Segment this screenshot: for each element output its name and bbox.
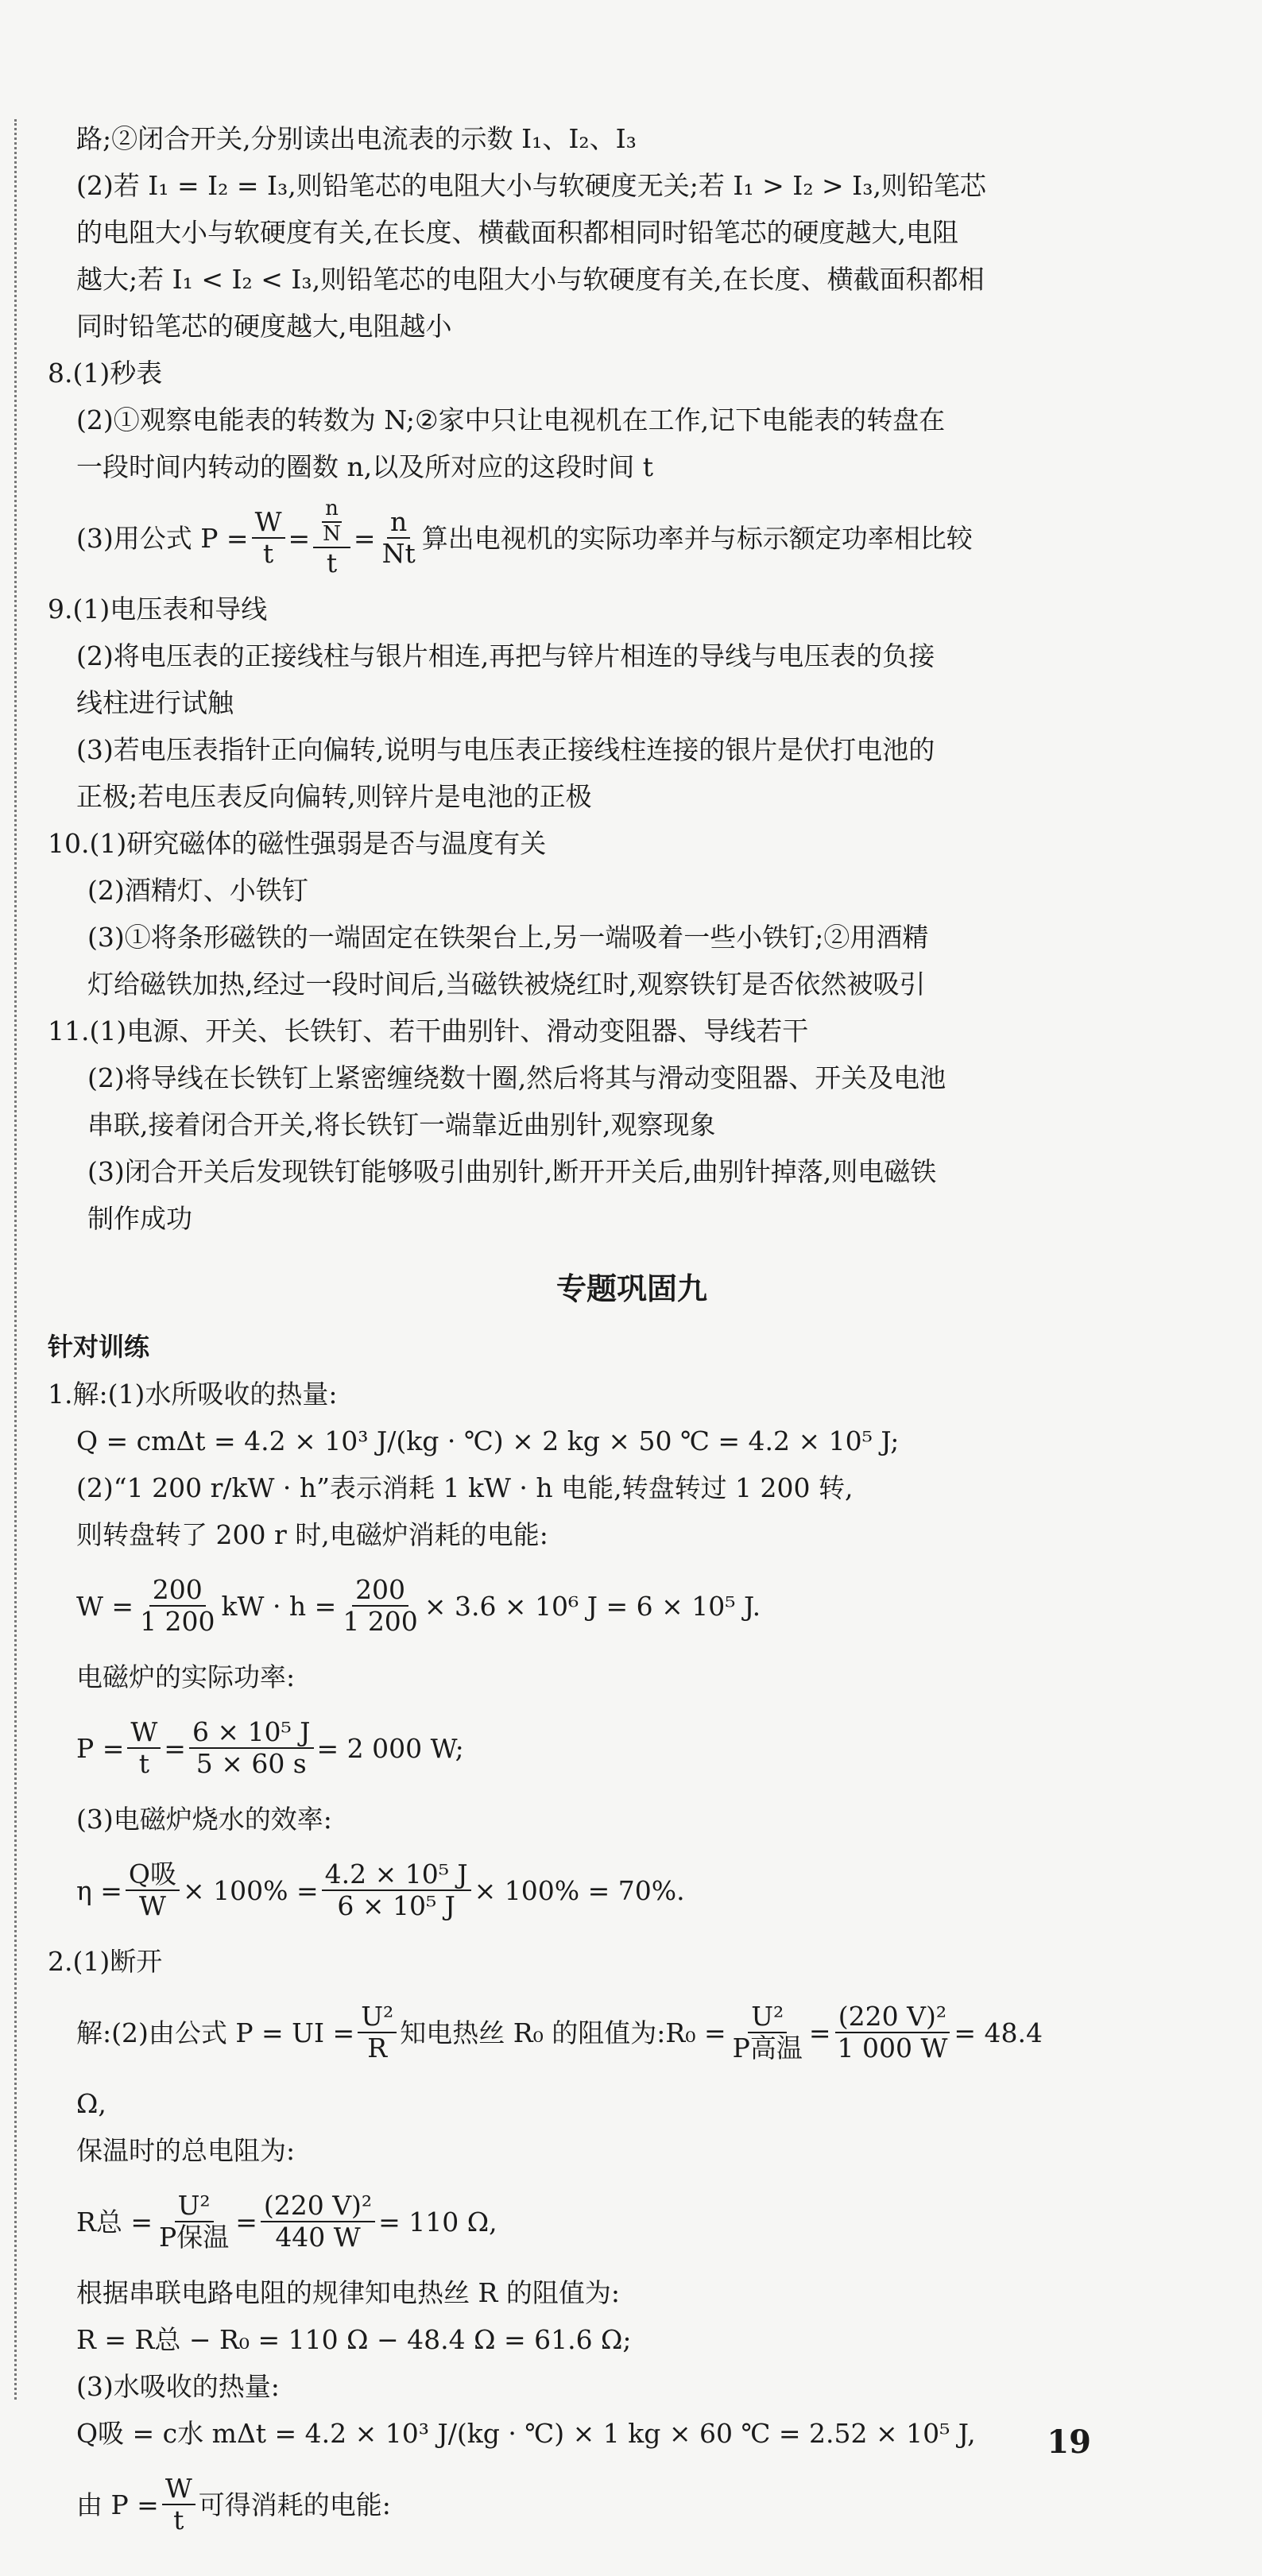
numerator: 200: [149, 1575, 206, 1607]
solution-1-intro: 1.解:(1)水所吸收的热量:: [48, 1379, 338, 1410]
formula-line-power: [48, 1700, 1216, 1796]
denominator: 6 × 10⁵ J: [337, 1890, 455, 1921]
fraction: [834, 2002, 951, 2064]
text-line: (2)若 I₁ = I₂ = I₃,则铅笔芯的电阻大小与软硬度无关;若 I₁ > I₂ > I₃,则铅笔芯: [76, 170, 986, 201]
solution-2-part-1: 2.(1)断开: [48, 1946, 163, 1977]
formula-text: η =: [76, 1874, 122, 1906]
formula-line-energy: [48, 1558, 1216, 1654]
sub-title: 针对训练: [48, 1332, 150, 1362]
text-line: (2)酒精灯、小铁钉: [87, 875, 308, 906]
fraction: [379, 507, 419, 569]
text-line: 同时铅笔芯的硬度越大,电阻越小: [76, 311, 452, 342]
denominator: t: [262, 538, 274, 569]
numerator: (220 V)²: [835, 2002, 950, 2033]
denominator: 1 200: [140, 1606, 215, 1637]
text-line: (2)将导线在长铁钉上紧密缠绕数十圈,然后将其与滑动变阻器、开关及电池: [87, 1062, 946, 1093]
numerator: (220 V)²: [261, 2191, 375, 2222]
inner-fraction: [319, 497, 344, 547]
formula-text: 算出电视机的实际功率并与标示额定功率相比较: [421, 522, 973, 554]
numerator: W: [252, 507, 285, 539]
equals-sign: =: [808, 2017, 831, 2048]
formula-text: W =: [76, 1590, 134, 1622]
formula-text: × 100% = 70%.: [474, 1874, 685, 1906]
numerator: 4.2 × 10⁵ J: [322, 1859, 471, 1891]
formula-line: R = R总 − R₀ = 110 Ω − 48.4 Ω = 61.6 Ω;: [76, 2324, 632, 2355]
numerator: n: [322, 497, 342, 523]
equals-sign: =: [353, 522, 376, 554]
equals-sign: =: [288, 522, 311, 554]
text-line: 路;②闭合开关,分别读出电流表的示数 I₁、I₂、I₃: [76, 123, 637, 154]
formula-text: 解:(2)由公式 P = UI =: [76, 2017, 355, 2048]
formula-text: R总 =: [76, 2206, 153, 2238]
text-line: 越大;若 I₁ < I₂ < I₃,则铅笔芯的电阻大小与软硬度有关,在长度、横截面积都相: [76, 264, 985, 295]
formula-text: = 110 Ω,: [378, 2206, 497, 2238]
equals-sign: =: [235, 2206, 257, 2238]
section-title: 专题巩固九: [556, 1271, 707, 1306]
formula-text: × 100% =: [182, 1874, 319, 1906]
question-8-part-1: 8.(1)秒表: [48, 358, 163, 389]
text-line: 正极;若电压表反向偏转,则锌片是电池的正极: [76, 781, 592, 812]
text-line: Ω,: [76, 2088, 106, 2119]
formula-line-resistance: [48, 1985, 1216, 2080]
question-10-part-1: 10.(1)研究磁体的磁性强弱是否与温度有关: [48, 828, 547, 859]
formula-line: Q = cmΔt = 4.2 × 10³ J/(kg · ℃) × 2 kg × 50 ℃ = 4.2 × 10⁵ J;: [76, 1425, 900, 1456]
formula-text: × 3.6 × 10⁶ J = 6 × 10⁵ J.: [424, 1590, 761, 1622]
numerator: [313, 497, 350, 548]
text-line: (3)闭合开关后发现铁钉能够吸引曲别针,断开开关后,曲别针掉落,则电磁铁: [87, 1156, 937, 1187]
answer-content: [48, 115, 1216, 2552]
text-line: (2)将电压表的正接线柱与银片相连,再把与锌片相连的导线与电压表的负接: [76, 640, 935, 671]
text-line: 灯给磁铁加热,经过一段时间后,当磁铁被烧红时,观察铁钉是否依然被吸引: [87, 969, 926, 1000]
text-line: 制作成功: [87, 1203, 192, 1234]
text-line: 保温时的总电阻为:: [76, 2135, 296, 2166]
compound-fraction: [313, 497, 350, 578]
text-line: (2)“1 200 r/kW · h”表示消耗 1 kW · h 电能,转盘转过 1 200 转,: [76, 1472, 854, 1503]
denominator: 1 000 W: [837, 2033, 948, 2064]
denominator: t: [138, 1748, 149, 1779]
question-11-part-1: 11.(1)电源、开关、长铁钉、若干曲别针、滑动变阻器、导线若干: [48, 1015, 809, 1046]
numerator: 200: [352, 1575, 408, 1607]
fraction: [126, 1859, 180, 1921]
denominator: W: [138, 1890, 166, 1921]
formula-text: = 48.4: [954, 2017, 1043, 2048]
fraction: [156, 2191, 232, 2253]
text-line: (3)若电压表指针正向偏转,说明与电压表正接线柱连接的银片是伏打电池的: [76, 734, 935, 765]
text-line: 根据串联电路电阻的规律知电热丝 R 的阻值为:: [76, 2277, 620, 2308]
text-line: (2)①观察电能表的转数为 N;②家中只让电视机在工作,记下电能表的转盘在: [76, 404, 946, 435]
formula-text: 由 P =: [76, 2489, 159, 2520]
formula-text: 可得消耗的电能:: [198, 2489, 391, 2520]
formula-text: = 2 000 W;: [316, 1732, 464, 1764]
fraction: [339, 1575, 420, 1637]
text-line: 一段时间内转动的圈数 n,以及所对应的这段时间 t: [76, 451, 653, 482]
numerator: U²: [358, 2002, 397, 2033]
denominator: N: [323, 522, 341, 547]
denominator: 1 200: [343, 1606, 418, 1637]
denominator: P保温: [159, 2222, 230, 2253]
denominator: t: [173, 2504, 184, 2535]
formula-text: 知电热丝 R₀ 的阻值为:R₀ =: [400, 2017, 726, 2048]
fraction: [358, 2002, 397, 2064]
formula-line-efficiency: [48, 1843, 1216, 1938]
text-line: 线柱进行试触: [76, 687, 234, 718]
denominator: Nt: [381, 538, 416, 569]
denominator: 5 × 60 s: [195, 1748, 307, 1779]
fraction: [137, 1575, 218, 1637]
fraction: [127, 1717, 161, 1779]
question-9-part-1: 9.(1)电压表和导线: [48, 594, 268, 625]
fraction: [189, 1717, 314, 1779]
denominator: t: [326, 547, 338, 578]
numerator: 6 × 10⁵ J: [189, 1717, 314, 1749]
formula-text: (3)用公式 P =: [76, 522, 249, 554]
page-number: 19: [1047, 2423, 1091, 2461]
numerator: Q吸: [126, 1859, 180, 1891]
text-line: (3)①将条形磁铁的一端固定在铁架台上,另一端吸着一些小铁钉;②用酒精: [87, 922, 929, 953]
text-line: 的电阻大小与软硬度有关,在长度、横截面积都相同时铅笔芯的硬度越大,电阻: [76, 217, 958, 248]
text-line: 电磁炉的实际功率:: [76, 1661, 296, 1692]
formula-line-energy-consumed: [48, 2457, 1216, 2552]
denominator: R: [367, 2033, 388, 2064]
fraction: [252, 507, 285, 569]
fraction: [162, 2474, 195, 2535]
formula-text: P =: [76, 1732, 125, 1764]
binding-dotted-line: [14, 119, 17, 2400]
numerator: U²: [748, 2002, 787, 2033]
text-line: (3)水吸收的热量:: [76, 2371, 280, 2402]
formula-line-power: [48, 490, 1216, 586]
fraction: [322, 1859, 471, 1921]
fraction: [730, 2002, 806, 2064]
text-line: 串联,接着闭合开关,将长铁钉一端靠近曲别针,观察现象: [87, 1109, 716, 1140]
numerator: n: [387, 507, 410, 539]
equals-sign: =: [164, 1732, 186, 1764]
numerator: W: [127, 1717, 161, 1749]
formula-text: kW · h =: [221, 1590, 337, 1622]
text-line: 则转盘转了 200 r 时,电磁炉消耗的电能:: [76, 1519, 548, 1550]
fraction: [261, 2191, 375, 2253]
denominator: 440 W: [275, 2222, 361, 2253]
formula-line: Q吸 = c水 mΔt = 4.2 × 10³ J/(kg · ℃) × 1 kg × 60 ℃ = 2.52 × 10⁵ J,: [76, 2418, 976, 2449]
numerator: U²: [175, 2191, 214, 2222]
denominator: P高温: [732, 2033, 803, 2064]
numerator: W: [162, 2474, 195, 2505]
formula-line-total-resistance: [48, 2174, 1216, 2269]
text-line: (3)电磁炉烧水的效率:: [76, 1804, 332, 1835]
